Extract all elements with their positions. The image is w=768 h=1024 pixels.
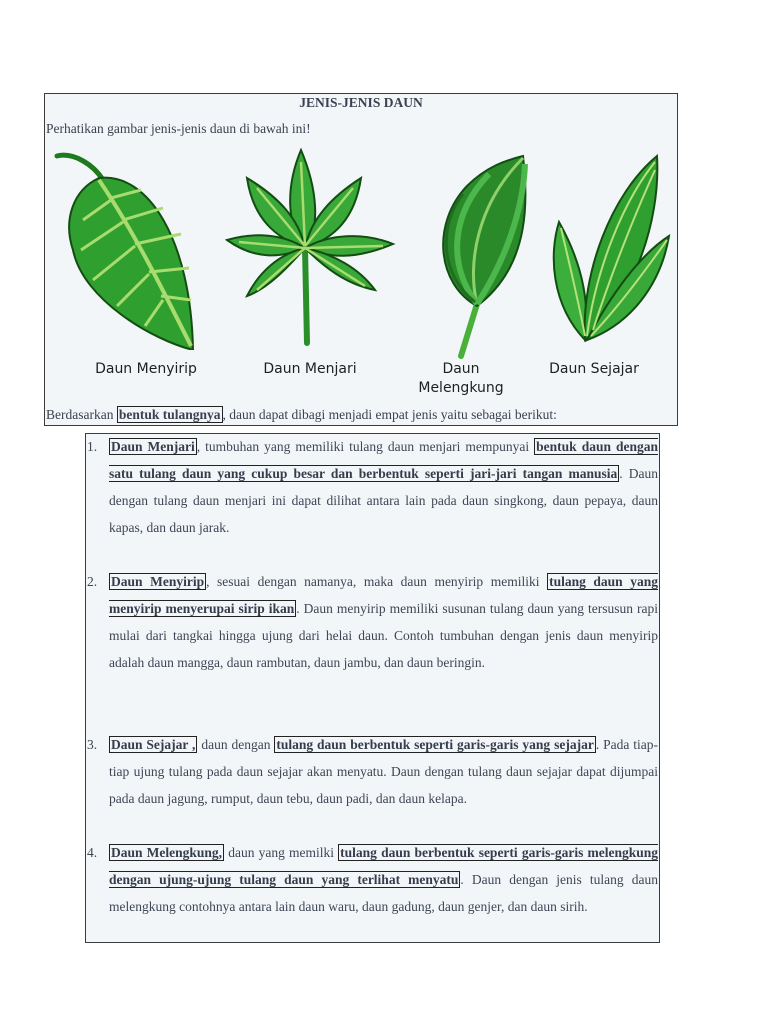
list-item	[86, 731, 659, 812]
item-highlight: bentuk daun dengan satu tulang daun yang cukup besar dan berbentuk seperti jari-jari tangan manusia	[109, 439, 659, 481]
intro-text: Perhatikan gambar jenis-jenis daun di bawah ini!	[46, 121, 311, 136]
item-rest: . Daun dengan tulang daun menjari ini dapat dilihat antara lain pada daun singkong, daun pepaya, daun kapas, dan daun jarak.	[109, 466, 658, 535]
item-mid: daun dengan	[197, 737, 275, 752]
list-item	[86, 433, 659, 541]
parallel-leaf-illustration	[551, 154, 676, 344]
caption-melengkung	[401, 360, 521, 398]
item-number: 1.	[87, 439, 98, 454]
basis-highlight: bentuk tulangnya	[118, 407, 221, 422]
item-highlight: tulang daun yang menyirip menyerupai sirip ikan	[109, 574, 659, 616]
item-rest: . Daun dengan jenis tulang daun melengkung contohnya antara lain daun waru, daun gadung, daun genjer, dan daun sirih.	[109, 872, 658, 914]
palmate-leaf-illustration	[225, 148, 400, 348]
basis-post: , daun dapat dibagi menjadi empat jenis yaitu sebagai berikut:	[222, 407, 557, 422]
caption-menyirip: Daun Menyirip	[95, 361, 197, 377]
list-item	[86, 839, 659, 920]
item-number: 2.	[87, 574, 98, 589]
item-name: Daun Menyirip	[111, 574, 205, 589]
classification-sentence	[46, 407, 557, 423]
item-mid: , sesuai dengan namanya, maka daun menyirip memiliki	[206, 574, 548, 589]
page-title: JENIS-JENIS DAUN	[299, 95, 423, 110]
item-number: 3.	[87, 737, 98, 752]
leaf-types-figure-box	[44, 93, 678, 426]
basis-pre: Berdasarkan	[46, 407, 114, 422]
item-highlight: tulang daun berbentuk seperti garis-garis yang sejajar	[276, 737, 594, 752]
item-highlight: tulang daun berbentuk seperti garis-garis melengkung dengan ujung-ujung tulang daun yang terlihat menyatu	[109, 845, 658, 887]
caption-melengkung-line2: Melengkung	[418, 380, 504, 396]
curved-leaf-illustration	[427, 154, 537, 359]
pinnate-leaf-illustration	[53, 150, 203, 350]
item-name: Daun Sejajar ,	[111, 737, 196, 752]
item-rest: . Pada tiap-tiap ujung tulang pada daun sejajar akan menyatu. Daun dengan tulang daun sejajar dapat dijumpai pada daun jagung, rumput, daun tebu, daun padi, dan daun kelapa.	[109, 737, 658, 806]
item-rest: . Daun menyirip memiliki susunan tulang daun yang tersusun rapi mulai dari tangkai hingga ujung dari helai daun. Contoh tumbuhan dengan jenis daun menyirip adalah daun mangga, daun rambutan, daun jambu, dan daun beringin.	[109, 601, 658, 670]
item-mid: , tumbuhan yang memiliki tulang daun menjari mempunyai	[196, 439, 535, 454]
caption-melengkung-line1: Daun	[442, 361, 480, 377]
caption-menjari: Daun Menjari	[263, 361, 357, 377]
item-mid: daun yang memilki	[224, 845, 339, 860]
item-name: Daun Menjari	[111, 439, 195, 454]
list-item	[86, 568, 659, 676]
leaf-types-list	[85, 433, 660, 943]
item-name: Daun Melengkung,	[111, 845, 223, 860]
item-number: 4.	[87, 845, 98, 860]
caption-sejajar: Daun Sejajar	[549, 361, 639, 377]
